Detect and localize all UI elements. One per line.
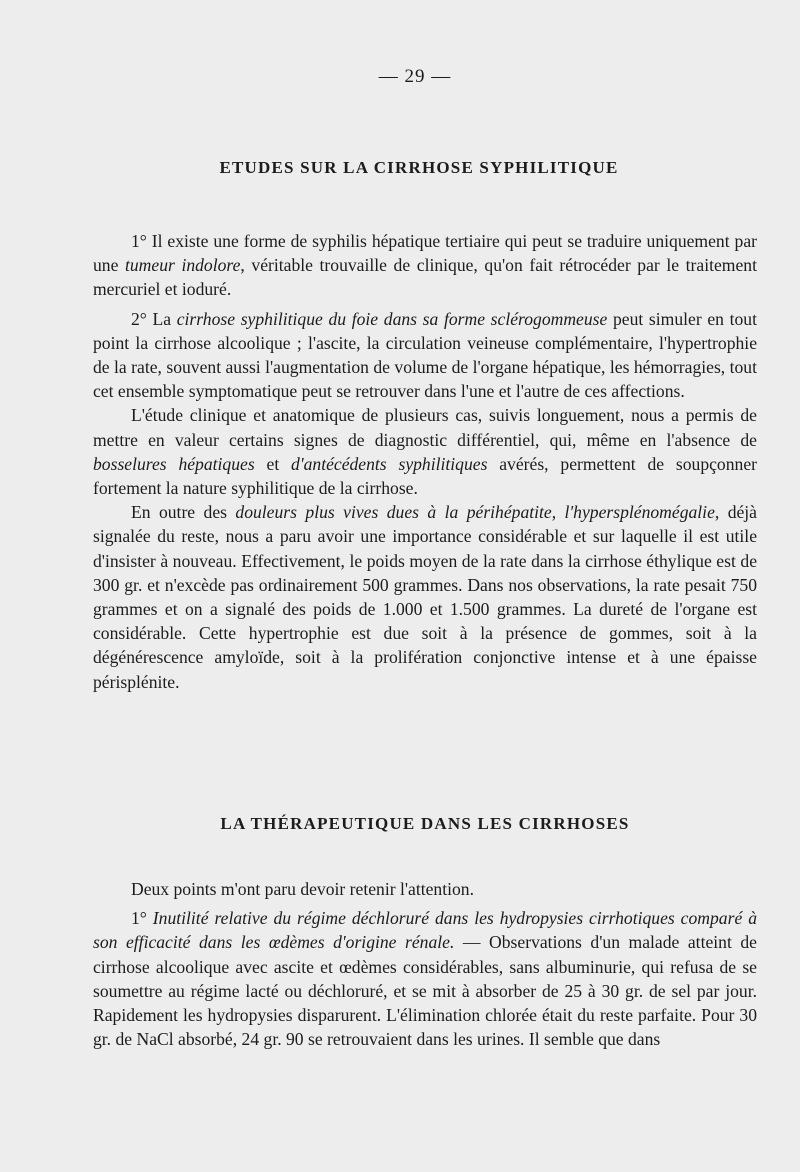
text-span: peut simuler en tout point la cirrhose alcoolique ; l'ascite, la circulation veineuse complémentaire, l'hypertrophie de la rate, souvent aussi l'augmentation de volume de l'organe hépatique, les hémorragies, tout cet ensemble symptomatique peut se retrouver dans l'une et l'autre de ces affections.	[93, 308, 757, 402]
text-span: 2° La	[131, 308, 177, 329]
paragraph	[93, 229, 757, 302]
paragraph	[93, 906, 757, 1051]
text-span: — Observations d'un malade atteint de cirrhose alcoolique avec ascite et œdèmes considérables, sans albuminurie, qui refusa de se soumettre au régime lacté ou déchloruré, et se mit à absorber de 25 à 30 gr. de sel par jour. Rapidement les hydropysies disparurent. L'élimination chlorée était du reste parfaite. Pour 30 gr. de NaCl absorbé, 24 gr. 90 se retrouvaient dans les urines. Il semble que dans	[93, 932, 757, 1050]
paragraph	[93, 403, 757, 500]
italic-text: d'antécédents syphilitiques	[291, 453, 488, 474]
text-span: 1°	[131, 908, 153, 929]
paragraph	[93, 307, 757, 404]
italic-text: tumeur indolore	[125, 255, 241, 276]
italic-text: douleurs plus vives dues à la périhépatite, l'hypersplénomégalie	[235, 502, 715, 523]
page-number: — 29 —	[378, 66, 452, 87]
italic-text: Inutilité relative du régime déchloruré dans les hydropysies cirrhotiques comparé à son efficacité dans les œdèmes d'origine rénale.	[93, 908, 757, 953]
paragraph: Deux points m'ont paru devoir retenir l'attention.	[131, 879, 474, 899]
section-title-therapeutics: LA THÉRAPEUTIQUE DANS LES CIRRHOSES	[220, 814, 630, 833]
paragraph	[93, 500, 757, 694]
section-body-syphilitic-cirrhosis	[93, 229, 757, 694]
text-span: L'étude clinique et anatomique de plusieurs cas, suivis longuement, nous a permis de mettre en valeur certains signes de diagnostic différentiel, qui, même en l'absence de	[93, 405, 757, 450]
text-span: , déjà signalée du reste, nous a paru avoir une importance considérable et sur laquelle il est utile d'insister à nouveau. Effectivement, le poids moyen de la rate dans la cirrhose éthylique est de 300 gr. et n'excède pas ordinairement 500 grammes. Dans nos observations, la rate pesait 750 grammes et on a signalé des poids de 1.000 et 1.500 grammes. La dureté de l'organe est considérable. Cette hypertrophie est due soit à la présence de gommes, soit à la dégénérescence amyloïde, soit à la prolifération conjonctive intense et à une épaisse périsplénite.	[93, 502, 757, 692]
text-span: En outre des	[131, 502, 236, 523]
italic-text: cirrhose syphilitique du foie dans sa forme sclérogommeuse	[176, 308, 608, 329]
text-span: avérés, permettent de soupçonner fortement la nature syphilitique de la cirrhose.	[93, 453, 757, 499]
italic-text: bosselures hépatiques	[93, 453, 255, 474]
section-title-syphilitic-cirrhosis: ETUDES SUR LA CIRRHOSE SYPHILITIQUE	[219, 158, 619, 177]
text-span: et	[254, 453, 292, 474]
text-span: 1° Il existe une forme de syphilis hépatique tertiaire qui peut se traduire uniquement par une	[93, 231, 757, 276]
section-body-therapeutics	[93, 877, 757, 1051]
text-span: , véritable trouvaille de clinique, qu'on fait rétrocéder par le traitement mercuriel et ioduré.	[93, 255, 757, 300]
